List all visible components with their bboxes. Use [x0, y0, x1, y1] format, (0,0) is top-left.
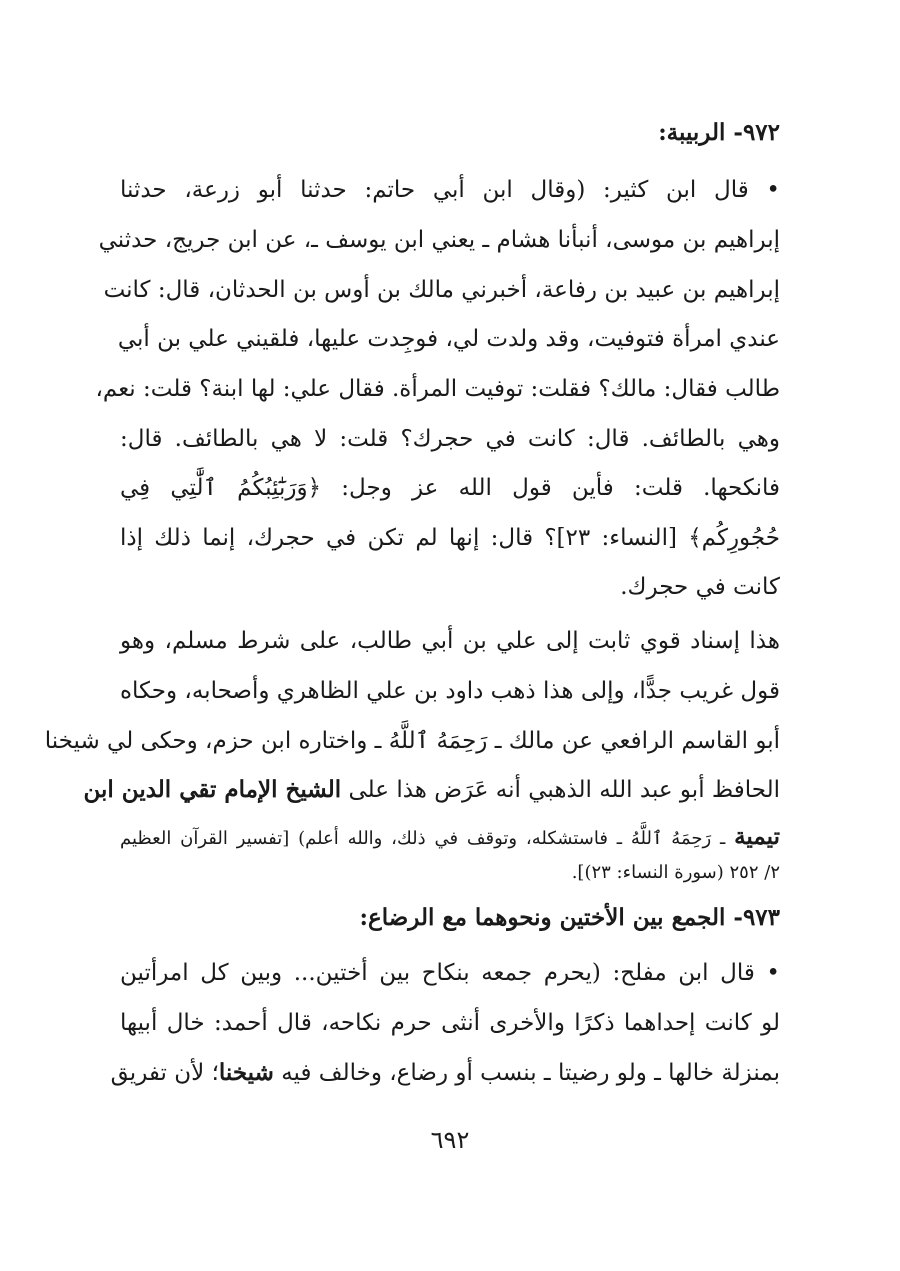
- quote-line: عندي امرأة فتوفيت، وقد ولدت لي، فوجِدت عليها، فلقيني علي بن أبي: [117, 326, 780, 352]
- quote-line: وهي بالطائف. قال: كانت في حجرك؟ قلت: لا هي بالطائف. قال:: [120, 426, 780, 452]
- quote-line: إبراهيم بن عبيد بن رفاعة، أخبرني مالك بن أوس بن الحدثان، قال: كانت: [103, 277, 780, 303]
- quote-line: [110, 1058, 780, 1088]
- quote-line: • قال ابن مفلح: (يحرم جمعه بنكاح بين أختين... وبين كل امرأتين: [120, 960, 780, 986]
- bold-word: شيخنا: [218, 1059, 274, 1086]
- quote-line: لو كانت إحداهما ذكرًا والأخرى أنثى حرم نكاحه، قال أحمد: خال أبيها: [120, 1010, 780, 1036]
- commentary-line: [120, 822, 780, 854]
- page-number: ٦٩٢: [430, 1126, 470, 1154]
- quote-line: كانت في حجرك.: [620, 574, 780, 600]
- quote-line: إبراهيم بن موسى، أنبأنا هشام ـ يعني ابن يوسف ـ، عن ابن جريج، حدثني: [98, 227, 780, 253]
- bold-name: تيمية: [734, 823, 780, 850]
- commentary-text: الحافظ أبو عبد الله الذهبي أنه عَرَض هذا على: [341, 777, 780, 803]
- quote-line: طالب فقال: مالك؟ فقلت: توفيت المرأة. فقال علي: لها ابنة؟ قلت: نعم،: [95, 376, 780, 402]
- quote-line: • قال ابن كثير: (وقال ابن أبي حاتم: حدثنا أبو زرعة، حدثنا: [120, 177, 780, 203]
- citation-text: ـ رَحِمَهُ ٱللَّهُ ـ فاستشكله، وتوقف في ذلك، والله أعلم) [تفسير القرآن العظيم: [120, 828, 735, 849]
- quote-text: بمنزلة خالها ـ ولو رضيتا ـ بنسب أو رضاع، وخالف فيه: [273, 1060, 780, 1086]
- commentary-line: قول غريب جدًّا، وإلى هذا ذهب داود بن علي الظاهري وأصحابه، وحكاه: [120, 678, 780, 704]
- commentary-line: هذا إسناد قوي ثابت إلى علي بن أبي طالب، على شرط مسلم، وهو: [120, 628, 780, 654]
- reference-line: ٢/ ٢٥٢ (سورة النساء: ٢٣)].: [571, 862, 780, 883]
- quote-line-verse: حُجُورِكُم﴾ [النساء: ٢٣]؟ قال: إنها لم تكن في حجرك، إنما ذلك إذا: [120, 525, 780, 551]
- quote-text: ؛ لأن تفريق: [110, 1060, 219, 1086]
- commentary-line: أبو القاسم الرافعي عن مالك ـ رَحِمَهُ ٱللَّهُ ـ واختاره ابن حزم، وحكى لي شيخنا: [44, 728, 780, 754]
- commentary-line: [83, 775, 780, 805]
- section-972-heading: ٩٧٢- الربيبة:: [658, 119, 780, 146]
- bold-name: الشيخ الإمام تقي الدين ابن: [83, 776, 342, 803]
- quote-line-verse: فانكحها. قلت: فأين قول الله عز وجل: ﴿وَرَبَٰٓئِبُكُمُ ٱلَّٰتِي فِي: [120, 475, 780, 501]
- section-973-heading: ٩٧٣- الجمع بين الأختين ونحوهما مع الرضاع:: [359, 904, 780, 931]
